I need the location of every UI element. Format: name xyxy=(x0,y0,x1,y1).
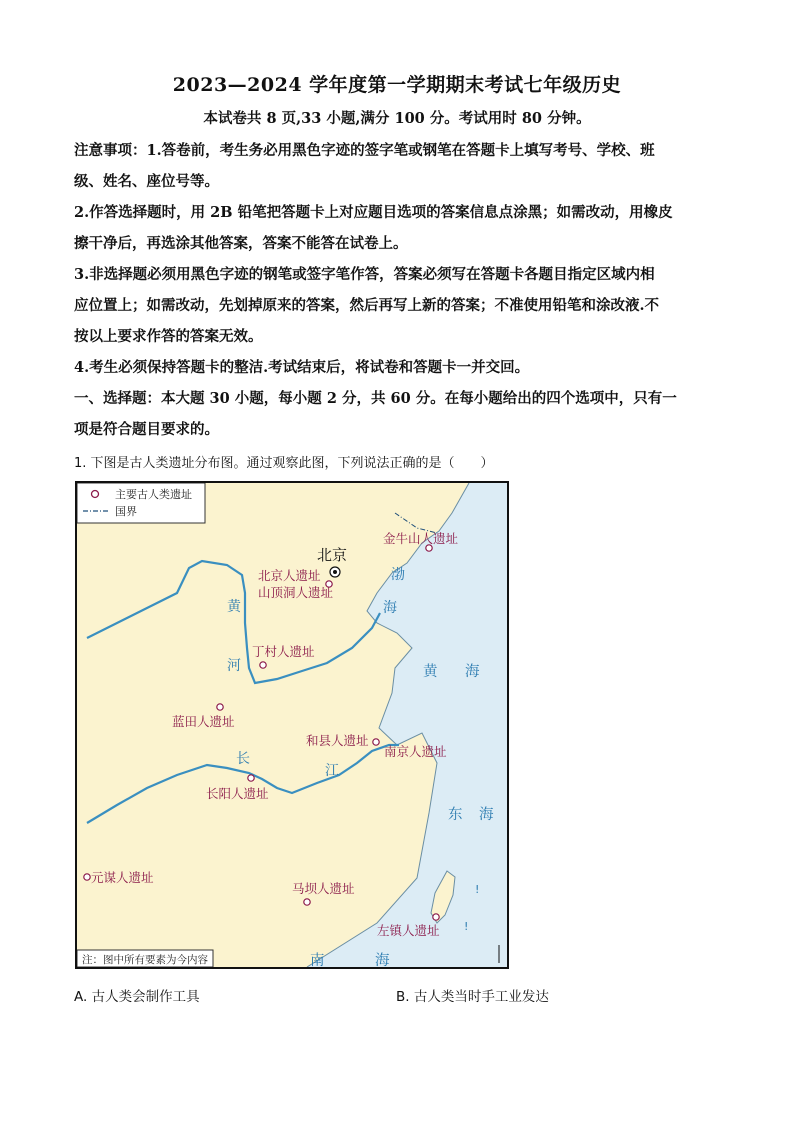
site-label-changyang: 长阳人遗址 xyxy=(206,786,269,801)
option-b[interactable]: B. 古人类当时手工业发达 xyxy=(396,989,549,1005)
water-huanghai-1: 黄 xyxy=(423,664,438,680)
water-huanghai-2: 海 xyxy=(465,664,480,680)
site-label-shandingdong: 山顶洞人遗址 xyxy=(258,585,334,600)
site-label-nanjing: 南京人遗址 xyxy=(384,744,447,759)
site-label-hexian: 和县人遗址 xyxy=(306,733,369,748)
notice-p3-line2: 应位置上；如需改动，先划掉原来的答案，然后再写上新的答案；不准使用铅笔和涂改液.不 xyxy=(74,297,660,314)
river-huanghe-1: 黄 xyxy=(227,599,241,615)
site-label-beijing: 北京人遗址 xyxy=(258,568,321,583)
notice-p3-line3: 按以上要求作答的答案无效。 xyxy=(74,328,263,345)
national-border xyxy=(395,513,437,533)
river-changjiang-2: 江 xyxy=(325,763,339,779)
site-label-jinniushan: 金牛山人遗址 xyxy=(383,531,459,546)
site-label-zuozhen: 左镇人遗址 xyxy=(377,923,440,938)
river-huanghe-2: 河 xyxy=(227,658,241,674)
question-1-stem: 1. 下图是古人类遗址分布图。通过观察此图，下列说法正确的是（ ） xyxy=(74,456,494,471)
notice-p4-line1: 4.考生必须保持答题卡的整洁.考试结束后，将试卷和答题卡一并交回。 xyxy=(74,359,530,376)
map-note: 注：图中所有要素为今内容 xyxy=(82,954,208,966)
notice-p1-line2: 级、姓名、座位号等。 xyxy=(74,173,219,190)
notice-p1-line1: 注意事项：1.答卷前，考生务必用黑色字迹的签字笔或钢笔在答题卡上填写考号、学校、班 xyxy=(74,142,655,159)
site-label-dingcun: 丁村人遗址 xyxy=(252,644,315,659)
water-donghai-1: 东 xyxy=(448,807,463,823)
exam-subtitle: 本试卷共 8 页,33 小题,满分 100 分。考试用时 80 分钟。 xyxy=(203,110,591,127)
legend-site-label: 主要古人类遗址 xyxy=(115,488,192,501)
map-svg xyxy=(77,483,507,967)
site-marker-yuanmou xyxy=(84,874,90,880)
option-a[interactable]: A. 古人类会制作工具 xyxy=(74,989,200,1005)
water-bohai-2: 海 xyxy=(383,600,397,616)
site-label-yuanmou: 元谋人遗址 xyxy=(91,870,154,885)
island-mark-1: ! xyxy=(475,883,480,896)
water-nanhai-1: 南 xyxy=(310,953,325,967)
water-bohai-1: 渤 xyxy=(391,567,405,583)
site-label-maba: 马坝人遗址 xyxy=(292,881,355,896)
river-changjiang-1: 长 xyxy=(236,751,250,767)
ancient-sites-map xyxy=(75,481,509,969)
exam-title: 2023—2024 学年度第一学期期末考试七年级历史 xyxy=(172,74,622,96)
site-marker-hexian xyxy=(373,739,379,745)
section-heading-line1: 一、选择题：本大题 30 小题，每小题 2 分，共 60 分。在每小题给出的四个选项中，只有一 xyxy=(74,390,677,407)
beijing-capital-dot xyxy=(333,570,337,574)
legend-site-icon xyxy=(92,491,99,498)
capital-label: 北京 xyxy=(317,546,348,564)
notice-p2-line1: 2.作答选择题时，用 2B 铅笔把答题卡上对应题目选项的答案信息点涂黑；如需改动，用橡皮 xyxy=(74,204,673,221)
notice-p3-line1: 3.非选择题必须用黑色字迹的钢笔或签字笔作答，答案必须写在答题卡各题目指定区域内相 xyxy=(74,266,655,283)
site-marker-zuozhen xyxy=(433,914,439,920)
island-mark-2: ! xyxy=(464,920,469,933)
legend-border-label: 国界 xyxy=(115,505,137,518)
site-marker-lantian xyxy=(217,704,223,710)
site-label-lantian: 蓝田人遗址 xyxy=(172,714,235,729)
site-marker-maba xyxy=(304,899,310,905)
section-heading-line2: 项是符合题目要求的。 xyxy=(74,421,219,438)
site-marker-dingcun xyxy=(260,662,266,668)
water-nanhai-2: 海 xyxy=(375,953,390,967)
water-donghai-2: 海 xyxy=(479,807,494,823)
site-marker-changyang xyxy=(248,775,254,781)
notice-p2-line2: 擦干净后，再选涂其他答案，答案不能答在试卷上。 xyxy=(74,235,408,252)
